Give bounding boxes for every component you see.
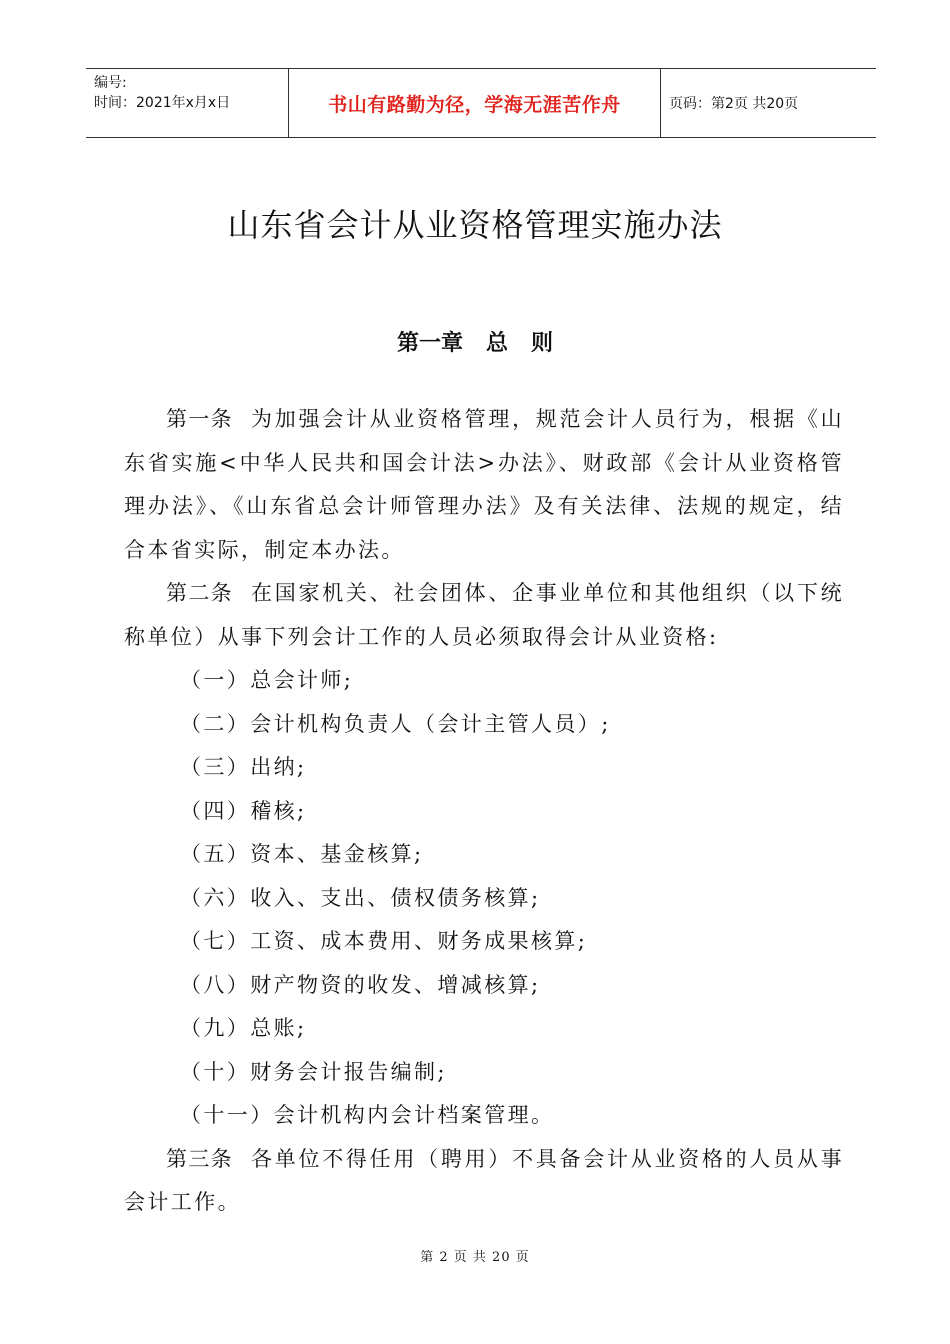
article-1 — [124, 398, 844, 572]
list-item: （十一）会计机构内会计档案管理。 — [180, 1103, 555, 1127]
list-item: （六）收入、支出、债权债务核算; — [180, 885, 541, 910]
article-1-text: 为加强会计从业资格管理，规范会计人员行为，根据《山东省实施<中华人民共和国会计法>办法》、财政部《会计从业资格管理办法》、《山东省总会计师管理办法》及有关法律、法规的规定，结合本省实际，制定本办法。 — [124, 407, 844, 562]
article-3-label: 第三条 — [166, 1146, 233, 1171]
list-item: （七）工资、成本费用、财务成果核算; — [180, 929, 588, 953]
article-3-text: 各单位不得任用（聘用）不具备会计从业资格的人员从事会计工作。 — [124, 1146, 844, 1214]
list-item: （八）财产物资的收发、增减核算; — [180, 972, 541, 997]
list-item: （二）会计机构负责人（会计主管人员）; — [180, 711, 611, 736]
article-2 — [124, 572, 844, 659]
article-1-label: 第一条 — [166, 407, 233, 431]
page-footer: 第 2 页 共 20 页 — [420, 1250, 530, 1265]
list-item: （一）总会计师; — [180, 668, 354, 692]
chapter-heading: 第一章 总 则 — [397, 331, 553, 356]
list-item: （五）资本、基金核算; — [180, 842, 424, 866]
document-time-label: 时间：2021年x月x日 — [94, 95, 231, 111]
header-table — [86, 68, 876, 138]
header-meta-cell — [86, 69, 289, 137]
header-page-cell — [661, 69, 876, 137]
header-motto-cell — [289, 69, 661, 137]
document-body — [124, 398, 844, 1225]
document-title: 山东省会计从业资格管理实施办法 — [227, 206, 723, 244]
article-3 — [124, 1138, 844, 1225]
list-item: （十）财务会计报告编制; — [180, 1059, 447, 1084]
list-item: （三）出纳; — [180, 755, 307, 779]
document-number-label: 编号: — [94, 75, 127, 91]
page-code: 页码：第2页 共20页 — [669, 96, 799, 112]
list-item: （九）总账; — [180, 1016, 307, 1040]
list-item: （四）稽核; — [180, 798, 307, 823]
header-motto: 书山有路勤为径，学海无涯苦作舟 — [328, 93, 621, 116]
article-2-label: 第二条 — [166, 581, 233, 605]
article-2-text: 在国家机关、社会团体、企事业单位和其他组织（以下统称单位）从事下列会计工作的人员必须取得会计从业资格: — [124, 581, 844, 649]
